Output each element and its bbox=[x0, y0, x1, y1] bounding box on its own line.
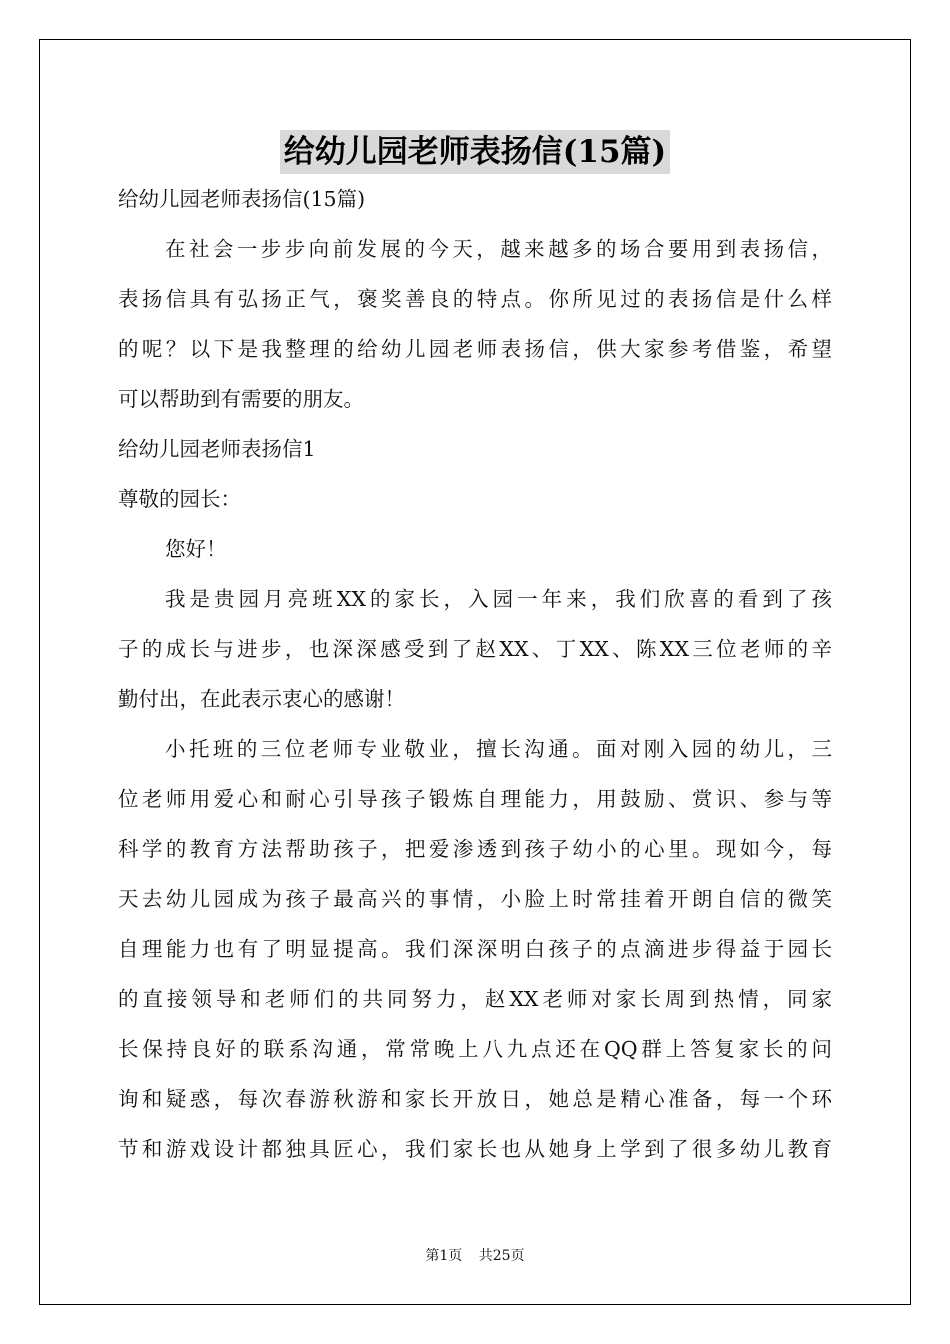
para2-line: 节和游戏设计都独具匠心，我们家长也从她身上学到了很多幼儿教育 bbox=[118, 1137, 832, 1161]
subtitle-line: 给幼儿园老师表扬信(15篇) bbox=[118, 187, 366, 211]
intro-line: 在社会一步步向前发展的今天，越来越多的场合要用到表扬信， bbox=[165, 237, 832, 261]
para2-line: 科学的教育方法帮助孩子，把爱渗透到孩子幼小的心里。现如今，每 bbox=[118, 837, 832, 861]
para2-line: 天去幼儿园成为孩子最高兴的事情，小脸上时常挂着开朗自信的微笑 bbox=[118, 887, 832, 911]
title-block bbox=[118, 118, 832, 174]
para2-line: 的直接领导和老师们的共同努力，赵XX老师对家长周到热情，同家 bbox=[118, 987, 832, 1011]
paragraph-2 bbox=[118, 724, 832, 1174]
para1-line: 子的成长与进步，也深深感受到了赵XX、丁XX、陈XX三位老师的辛 bbox=[118, 637, 832, 661]
document-body bbox=[118, 118, 832, 1174]
para2-line: 长保持良好的联系沟通，常常晚上八九点还在QQ群上答复家长的问 bbox=[118, 1037, 832, 1061]
page-total: 共25页 bbox=[478, 1248, 525, 1264]
page-footer bbox=[0, 1245, 950, 1265]
greeting: 您好！ bbox=[165, 537, 227, 561]
paragraph-1 bbox=[118, 574, 832, 724]
salutation: 尊敬的园长： bbox=[118, 487, 241, 511]
para2-line: 小托班的三位老师专业敬业，擅长沟通。面对刚入园的幼儿，三 bbox=[165, 737, 832, 761]
para1-line: 我是贵园月亮班XX的家长，入园一年来，我们欣喜的看到了孩 bbox=[165, 587, 832, 611]
page-number: 第1页 bbox=[425, 1248, 463, 1264]
para2-line: 自理能力也有了明显提高。我们深深明白孩子的点滴进步得益于园长 bbox=[118, 937, 832, 961]
intro-paragraph bbox=[118, 224, 832, 424]
document-title: 给幼儿园老师表扬信(15篇) bbox=[280, 130, 670, 174]
intro-line: 的呢？以下是我整理的给幼儿园老师表扬信，供大家参考借鉴，希望 bbox=[118, 337, 832, 361]
intro-line: 可以帮助到有需要的朋友。 bbox=[118, 387, 364, 411]
letter-heading: 给幼儿园老师表扬信1 bbox=[118, 437, 316, 461]
intro-line: 表扬信具有弘扬正气，褒奖善良的特点。你所见过的表扬信是什么样 bbox=[118, 287, 832, 311]
para1-line: 勤付出，在此表示衷心的感谢！ bbox=[118, 687, 405, 711]
para2-line: 位老师用爱心和耐心引导孩子锻炼自理能力，用鼓励、赏识、参与等 bbox=[118, 787, 832, 811]
para2-line: 询和疑惑，每次春游秋游和家长开放日，她总是精心准备，每一个环 bbox=[118, 1087, 832, 1111]
